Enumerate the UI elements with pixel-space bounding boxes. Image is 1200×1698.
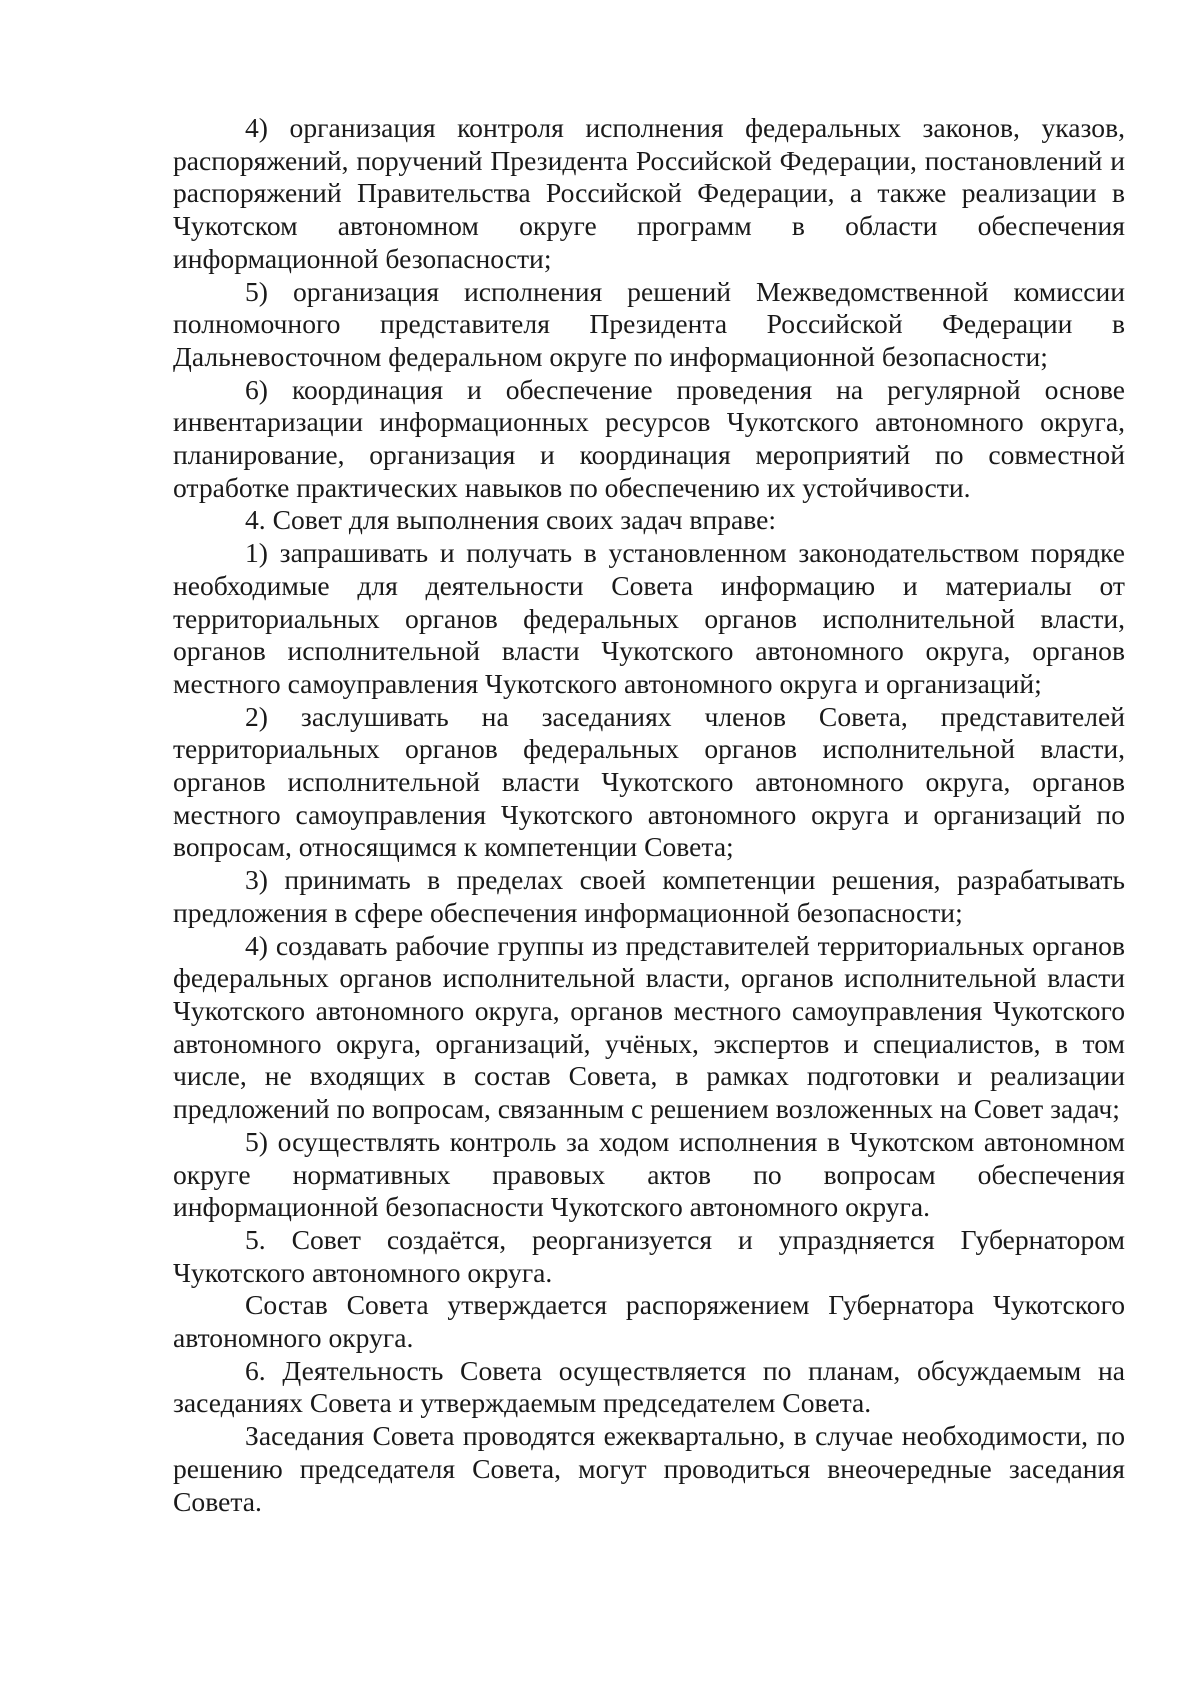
paragraph-right-5-monitor: 5) осуществлять контроль за ходом исполнения в Чукотском автономном округе нормативных правовых актов по вопросам обеспечения информационной безопасности Чукотского автономного округа. (173, 1125, 1125, 1223)
paragraph-item-5-commission: 5) организация исполнения решений Межведомственной комиссии полномочного представителя Президента Российской Федерации в Дальневосточном федеральном округе по информационной безопасности; (173, 275, 1125, 372)
paragraph-section-4-rights: 4. Совет для выполнения своих задач вправе: (245, 504, 777, 536)
document-body (173, 112, 1125, 1518)
paragraph-right-1-request: 1) запрашивать и получать в установленном законодательством порядке необходимые для деятельности Совета информацию и материалы от территориальных органов федеральных органов исполнительной власти, органов исполнительной власти Чукотского автономного округа, органов местного самоуправления Чукотского автономного округа и организаций; (173, 537, 1125, 699)
paragraph-section-6-activity: 6. Деятельность Совета осуществляется по планам, обсуждаемым на заседаниях Совета и утверждаемым председателем Совета. (173, 1354, 1125, 1419)
paragraph-item-6-inventory: 6) координация и обеспечение проведения на регулярной основе инвентаризации информационных ресурсов Чукотского автономного округа, планирование, организация и координация мероприятий по совместной отработке практических навыков по обеспечению их устойчивости. (173, 373, 1125, 503)
paragraph-right-4-working-groups: 4) создавать рабочие группы из представителей территориальных органов федеральных органов исполнительной власти, органов исполнительной власти Чукотского автономного округа, органов местного самоуправления Чукотского автономного округа, организаций, учёных, экспертов и специалистов, в том числе, не входящих в состав Совета, в рамках подготовки и реализации предложений по вопросам, связанным с решением возложенных на Совет задач; (173, 929, 1125, 1125)
paragraph-composition: Состав Совета утверждается распоряжением Губернатора Чукотского автономного округа. (173, 1289, 1125, 1354)
paragraph-right-3-decide: 3) принимать в пределах своей компетенции решения, разрабатывать предложения в сфере обеспечения информационной безопасности; (173, 864, 1125, 928)
paragraph-section-5-creation: 5. Совет создаётся, реорганизуется и упраздняется Губернатором Чукотского автономного округа. (173, 1223, 1125, 1288)
paragraph-meetings: Заседания Совета проводятся ежеквартально, в случае необходимости, по решению председателя Совета, могут проводиться внеочередные заседания Совета. (173, 1420, 1125, 1517)
paragraph-right-2-hear: 2) заслушивать на заседаниях членов Совета, представителей территориальных органов федеральных органов исполнительной власти, органов исполнительной власти Чукотского автономного округа, органов местного самоуправления Чукотского автономного округа и организаций по вопросам, относящимся к компетенции Совета; (173, 700, 1125, 863)
paragraph-item-4-control: 4) организация контроля исполнения федеральных законов, указов, распоряжений, поручений Президента Российской Федерации, постановлений и распоряжений Правительства Российской Федерации, а также реализации в Чукотском автономном округе программ в области обеспечения информационной безопасности; (173, 112, 1125, 274)
